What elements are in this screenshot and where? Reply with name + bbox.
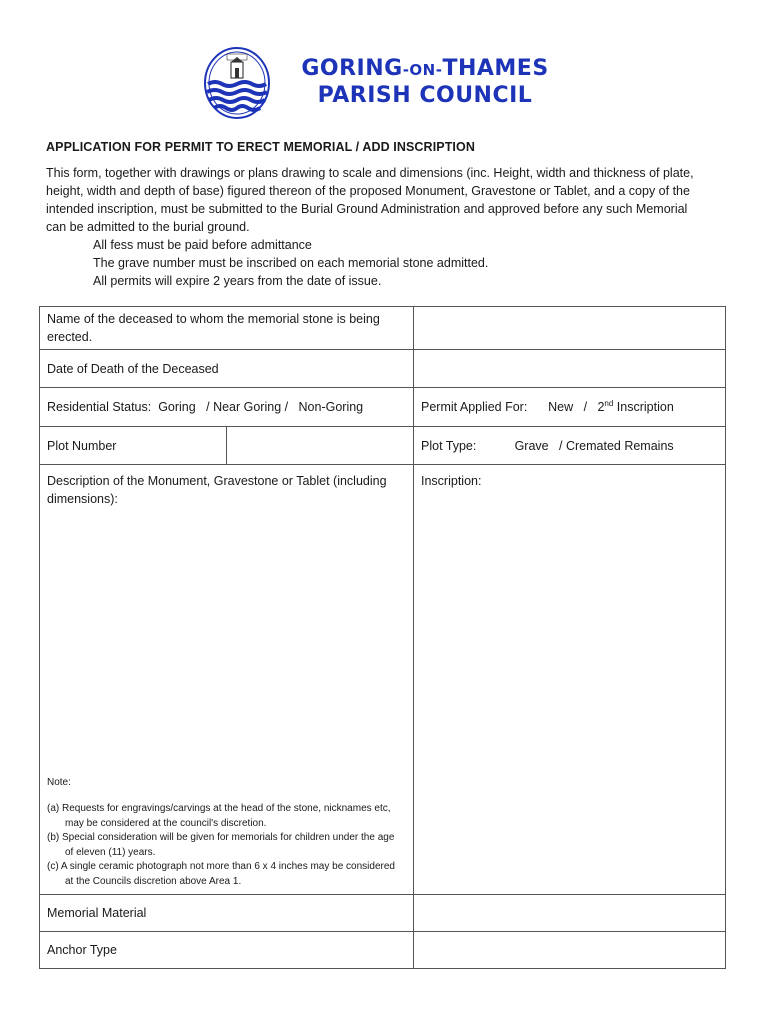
deceased-name-field[interactable] [414,307,726,350]
note-item: (c) A single ceramic photograph not more than 6 x 4 inches may be considered at the Councils discretion above Area 1. [47,861,395,887]
residential-status-cell[interactable] [40,388,414,427]
description-cell[interactable] [40,465,414,895]
permit-second-number: 2 [597,400,605,414]
intro-paragraph: This form, together with drawings or plans drawing to scale and dimensions (inc. Height, width and thickness of plate, height, width and depth of base) figured thereon of the proposed Monument, Gravestone or Tablet, and a copy of the intended inscription, must be submitted to the Burial Ground Administration and approved before any such Memorial can be admitted to the burial ground. [46,166,694,234]
residential-status-options: Goring / Near Goring / Non-Goring [158,400,364,414]
deceased-name-label: Name of the deceased to whom the memorial stone is being erected. [40,307,414,350]
anchor-type-field[interactable] [414,932,726,969]
note-item: (b) Special consideration will be given for memorials for children under the age of eleven (11) years. [47,832,395,858]
inscription-label: Inscription: [421,474,482,488]
memorial-material-field[interactable] [414,895,726,932]
plot-number-field[interactable] [227,427,414,465]
parish-crest-icon [203,46,271,120]
rule-permit-expiry: All permits will expire 2 years from the date of issue. [93,274,382,288]
note-item: (a) Requests for engravings/carvings at the head of the stone, nicknames etc, may be considered at the council's discretion. [47,803,391,829]
page-title: APPLICATION FOR PERMIT TO ERECT MEMORIAL / ADD INSCRIPTION [46,140,475,154]
intro-text [46,164,706,290]
notes-list [47,802,397,889]
plot-type-cell[interactable] [414,427,726,465]
rule-fees: All fess must be paid before admittance [93,238,312,252]
plot-number-label: Plot Number [40,427,227,465]
permit-new-option: New / [548,400,588,414]
org-name-parish-council: PARISH COUNCIL [317,83,533,108]
permit-second-suffix: nd [604,398,614,408]
inscription-cell[interactable] [414,465,726,895]
date-of-death-field[interactable] [414,350,726,388]
org-name-goring: GORING [301,56,403,81]
rule-grave-number: The grave number must be inscribed on each memorial stone admitted. [93,256,489,270]
org-name-on: -ON- [402,61,443,79]
residential-status-label: Residential Status: [47,400,152,414]
application-form [39,306,726,969]
anchor-type-label: Anchor Type [40,932,414,969]
permit-applied-label: Permit Applied For: [421,400,528,414]
memorial-material-label: Memorial Material [40,895,414,932]
date-of-death-label: Date of Death of the Deceased [40,350,414,388]
letterhead [203,46,583,124]
organisation-name [275,56,575,109]
note-title: Note: [47,777,71,788]
permit-applied-cell[interactable] [414,388,726,427]
description-label: Description of the Monument, Gravestone or Tablet (including dimensions): [47,474,387,506]
plot-type-options: Grave / Cremated Remains [514,438,674,453]
org-name-thames: THAMES [442,56,549,81]
permit-second-inscription-option [597,400,673,414]
plot-type-label: Plot Type: [421,438,477,453]
permit-inscription-word: Inscription [613,400,674,414]
